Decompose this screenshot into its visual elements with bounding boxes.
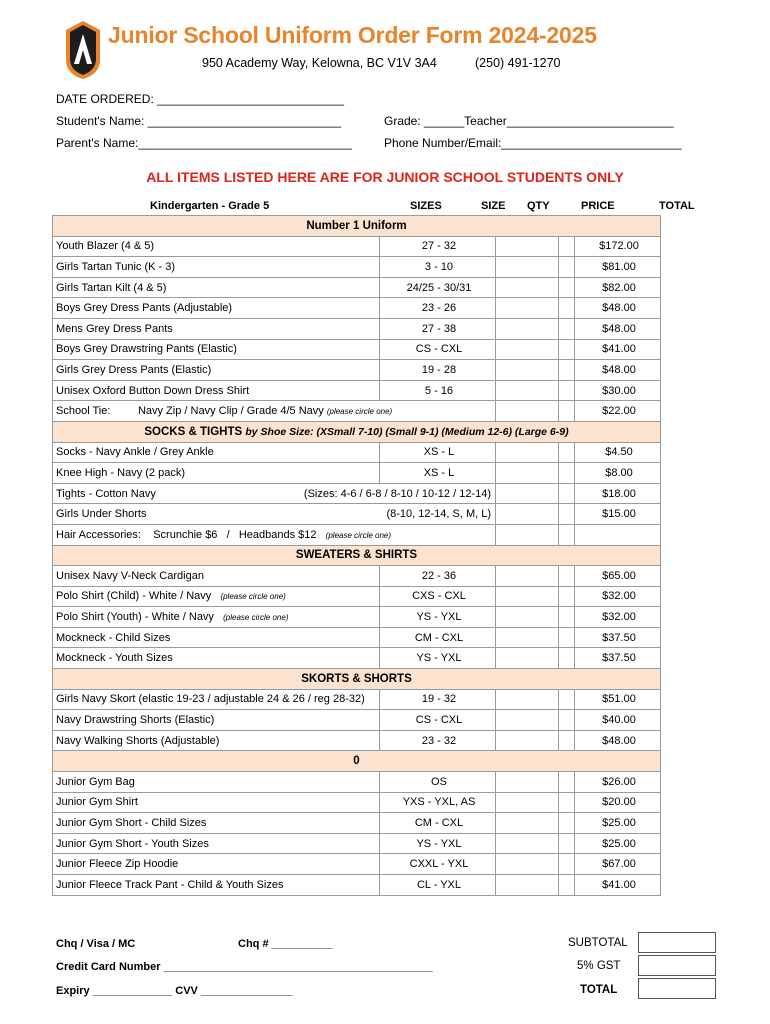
- item-name: [53, 607, 380, 628]
- date-ordered-field[interactable]: DATE ORDERED: ____________________________: [56, 92, 344, 106]
- section-header: [53, 751, 661, 772]
- item-label: Unisex Oxford Button Down Dress Shirt: [56, 384, 250, 397]
- tights-row: [53, 483, 661, 504]
- size-input[interactable]: [496, 710, 559, 731]
- gst-box[interactable]: [638, 955, 716, 976]
- qty-input[interactable]: [559, 875, 575, 896]
- item-label: Junior Gym Bag: [56, 775, 135, 788]
- section-header: [53, 669, 661, 690]
- item-sizes: CXXL - YXL: [380, 854, 496, 875]
- item-name: [53, 833, 380, 854]
- item-label: Girls Navy Skort (elastic 19-23 / adjustable 24 & 26 / reg 28-32): [56, 693, 365, 706]
- item-sizes: 23 - 26: [380, 298, 496, 319]
- item-sizes: 23 - 32: [380, 730, 496, 751]
- hair-cell: [53, 524, 496, 545]
- qty-input[interactable]: [559, 648, 575, 669]
- subtotal-box[interactable]: [638, 932, 716, 953]
- section-detail: by Shoe Size: (XSmall 7-10) (Small 9-1) (Medium 12-6) (Large 6-9): [245, 425, 569, 438]
- size-input[interactable]: [496, 689, 559, 710]
- section-title: Number 1 Uniform: [306, 219, 407, 232]
- item-name: [53, 257, 380, 278]
- qty-input[interactable]: [559, 813, 575, 834]
- item-price: $48.00: [575, 318, 661, 339]
- qty-input[interactable]: [559, 524, 575, 545]
- item-name: [53, 360, 380, 381]
- size-input[interactable]: [496, 380, 559, 401]
- size-input[interactable]: [496, 566, 559, 587]
- item-sizes: XS - L: [380, 442, 496, 463]
- skort-item-row: [53, 730, 661, 751]
- item-label: Boys Grey Drawstring Pants (Elastic): [56, 343, 237, 356]
- item-price: $22.00: [575, 401, 661, 422]
- item-name: [53, 380, 380, 401]
- item-sizes: 19 - 28: [380, 360, 496, 381]
- total-label: TOTAL: [580, 984, 618, 996]
- item-name: [53, 318, 380, 339]
- item-sizes: 27 - 32: [380, 236, 496, 257]
- size-input[interactable]: [496, 236, 559, 257]
- school-phone: (250) 491-1270: [475, 56, 561, 70]
- qty-input[interactable]: [559, 277, 575, 298]
- qty-header: QTY: [527, 200, 550, 212]
- school-logo: [64, 20, 102, 80]
- socks-item-row: [53, 463, 661, 484]
- item-name: [53, 442, 380, 463]
- gym-item-row: [53, 833, 661, 854]
- section-socks-tights: [53, 421, 661, 442]
- item-name: [53, 648, 380, 669]
- item-price: $18.00: [575, 483, 661, 504]
- qty-input[interactable]: [559, 689, 575, 710]
- item-price: $20.00: [575, 792, 661, 813]
- item-sizes: CS - CXL: [380, 710, 496, 731]
- item-note: (please circle one): [223, 613, 289, 623]
- item-name: [53, 586, 380, 607]
- item-name: [53, 730, 380, 751]
- size-input[interactable]: [496, 524, 559, 545]
- item-price: $32.00: [575, 586, 661, 607]
- item-sizes: YS - YXL: [380, 648, 496, 669]
- item-price: $65.00: [575, 566, 661, 587]
- size-input[interactable]: [496, 833, 559, 854]
- total-box[interactable]: [638, 978, 716, 999]
- item-price: $30.00: [575, 380, 661, 401]
- uniform-item-row: [53, 236, 661, 257]
- qty-input[interactable]: [559, 627, 575, 648]
- cheque-number-field[interactable]: Chq # __________: [238, 938, 333, 950]
- skort-item-row: [53, 710, 661, 731]
- qty-input[interactable]: [559, 483, 575, 504]
- item-label: Girls Under Shorts: [56, 508, 147, 521]
- item-price: $25.00: [575, 833, 661, 854]
- item-name: [53, 463, 380, 484]
- qty-input[interactable]: [559, 257, 575, 278]
- qty-input[interactable]: [559, 833, 575, 854]
- section-sweaters-shirts: [53, 545, 661, 566]
- expiry-cvv-field[interactable]: Expiry _____________ CVV _______________: [56, 985, 293, 997]
- size-input[interactable]: [496, 483, 559, 504]
- item-sizes: XS - L: [380, 463, 496, 484]
- size-input[interactable]: [496, 257, 559, 278]
- uniform-item-row: [53, 257, 661, 278]
- item-label: Polo Shirt (Child) - White / Navy: [56, 590, 212, 603]
- item-price: $40.00: [575, 710, 661, 731]
- payment-methods: Chq / Visa / MC: [56, 938, 136, 950]
- gym-item-row: [53, 854, 661, 875]
- size-input[interactable]: [496, 339, 559, 360]
- form-title: Junior School Uniform Order Form 2024-2025: [108, 22, 597, 48]
- phone-email-field[interactable]: Phone Number/Email:___________________________: [384, 136, 682, 150]
- tie-label: School Tie:: [56, 405, 111, 418]
- tie-cell: [53, 401, 496, 422]
- item-price: $48.00: [575, 730, 661, 751]
- item-sizes: 19 - 32: [380, 689, 496, 710]
- tie-options[interactable]: Navy Zip / Navy Clip / Grade 4/5 Navy: [137, 405, 324, 418]
- item-price: $48.00: [575, 360, 661, 381]
- item-price: $37.50: [575, 648, 661, 669]
- under-shorts-row: [53, 504, 661, 525]
- total-header: TOTAL: [659, 200, 695, 212]
- size-input[interactable]: [496, 360, 559, 381]
- grade-teacher-field[interactable]: Grade: ______Teacher_________________________: [384, 114, 674, 128]
- uniform-item-row: [53, 277, 661, 298]
- qty-input[interactable]: [559, 442, 575, 463]
- size-header: SIZE: [481, 200, 506, 212]
- item-cell: [53, 483, 496, 504]
- item-label: Junior Gym Shirt: [56, 796, 138, 809]
- item-label: Navy Walking Shorts (Adjustable): [56, 734, 220, 747]
- size-input[interactable]: [496, 875, 559, 896]
- qty-input[interactable]: [559, 566, 575, 587]
- qty-input[interactable]: [559, 360, 575, 381]
- school-address: 950 Academy Way, Kelowna, BC V1V 3A4: [202, 56, 437, 70]
- qty-input[interactable]: [559, 318, 575, 339]
- qty-input[interactable]: [559, 854, 575, 875]
- section-title: SKORTS & SHORTS: [301, 672, 412, 685]
- hair-options[interactable]: Scrunchie $6 / Headbands $12: [153, 528, 317, 541]
- size-input[interactable]: [496, 586, 559, 607]
- section-title: SOCKS & TIGHTS: [144, 425, 243, 438]
- section-title: 0: [353, 755, 360, 768]
- item-price: $37.50: [575, 627, 661, 648]
- qty-input[interactable]: [559, 236, 575, 257]
- sweater-item-row: [53, 627, 661, 648]
- item-sizes: CXS - CXL: [380, 586, 496, 607]
- item-name: [53, 277, 380, 298]
- section-header: [53, 216, 661, 237]
- student-name-field[interactable]: Student's Name: _____________________________: [56, 114, 342, 128]
- item-price: $25.00: [575, 813, 661, 834]
- item-label: Unisex Navy V-Neck Cardigan: [56, 569, 204, 582]
- gym-item-row: [53, 875, 661, 896]
- order-items-body: [53, 216, 661, 896]
- item-label: Navy Drawstring Shorts (Elastic): [56, 714, 215, 727]
- item-price: $15.00: [575, 504, 661, 525]
- size-input[interactable]: [496, 813, 559, 834]
- item-price: $41.00: [575, 339, 661, 360]
- item-name: [53, 236, 380, 257]
- sweater-item-row: [53, 586, 661, 607]
- item-sizes: (Sizes: 4-6 / 6-8 / 8-10 / 10-12 / 12-14): [303, 487, 491, 500]
- item-price: $4.50: [575, 442, 661, 463]
- size-input[interactable]: [496, 318, 559, 339]
- item-name: [53, 566, 380, 587]
- item-label: Girls Tartan Tunic (K - 3): [56, 260, 175, 273]
- item-label: Polo Shirt (Youth) - White / Navy: [56, 611, 214, 624]
- item-sizes: CS - CXL: [380, 339, 496, 360]
- gym-item-row: [53, 792, 661, 813]
- item-name: [53, 298, 380, 319]
- item-sizes: 27 - 38: [380, 318, 496, 339]
- hair-label: Hair Accessories:: [56, 528, 141, 541]
- item-label: Tights - Cotton Navy: [56, 487, 156, 500]
- size-input[interactable]: [496, 772, 559, 793]
- qty-input[interactable]: [559, 339, 575, 360]
- hair-note: (please circle one): [325, 530, 392, 540]
- item-label: Junior Gym Short - Youth Sizes: [56, 837, 209, 850]
- junior-only-banner: ALL ITEMS LISTED HERE ARE FOR JUNIOR SCHOOL STUDENTS ONLY: [146, 169, 624, 185]
- item-sizes: 24/25 - 30/31: [380, 277, 496, 298]
- item-label: Junior Fleece Zip Hoodie: [56, 858, 179, 871]
- item-price: $41.00: [575, 875, 661, 896]
- subtotal-label: SUBTOTAL: [568, 937, 628, 949]
- item-price: $48.00: [575, 298, 661, 319]
- gym-item-row: [53, 772, 661, 793]
- parent-name-field[interactable]: Parent's Name:________________________________: [56, 136, 352, 150]
- size-input[interactable]: [496, 442, 559, 463]
- qty-input[interactable]: [559, 586, 575, 607]
- item-sizes: YXS - YXL, AS: [380, 792, 496, 813]
- item-price: $32.00: [575, 607, 661, 628]
- size-input[interactable]: [496, 730, 559, 751]
- size-input[interactable]: [496, 627, 559, 648]
- grade-range-header: Kindergarten - Grade 5: [150, 200, 270, 212]
- qty-input[interactable]: [559, 792, 575, 813]
- item-name: [53, 854, 380, 875]
- qty-input[interactable]: [559, 607, 575, 628]
- price-header: PRICE: [581, 200, 615, 212]
- section-number-1-uniform: [53, 216, 661, 237]
- uniform-item-row: [53, 339, 661, 360]
- size-input[interactable]: [496, 648, 559, 669]
- item-price: $67.00: [575, 854, 661, 875]
- item-price: $82.00: [575, 277, 661, 298]
- size-input[interactable]: [496, 463, 559, 484]
- item-name: [53, 627, 380, 648]
- uniform-item-row: [53, 360, 661, 381]
- qty-input[interactable]: [559, 463, 575, 484]
- item-name: [53, 339, 380, 360]
- hair-accessories-row: [53, 524, 661, 545]
- item-sizes: OS: [380, 772, 496, 793]
- size-input[interactable]: [496, 277, 559, 298]
- item-price: $51.00: [575, 689, 661, 710]
- item-sizes: YS - YXL: [380, 833, 496, 854]
- qty-input[interactable]: [559, 504, 575, 525]
- item-price: $172.00: [575, 236, 661, 257]
- credit-card-field[interactable]: Credit Card Number ____________________________________________: [56, 961, 433, 973]
- section-gym: [53, 751, 661, 772]
- uniform-item-row: [53, 380, 661, 401]
- item-sizes: 5 - 16: [380, 380, 496, 401]
- item-price: $8.00: [575, 463, 661, 484]
- item-sizes: 22 - 36: [380, 566, 496, 587]
- item-label: Knee High - Navy (2 pack): [56, 466, 185, 479]
- qty-input[interactable]: [559, 772, 575, 793]
- socks-item-row: [53, 442, 661, 463]
- item-cell: [53, 504, 496, 525]
- uniform-item-row: [53, 298, 661, 319]
- item-note: (please circle one): [220, 592, 286, 602]
- skort-item-row: [53, 689, 661, 710]
- qty-input[interactable]: [559, 710, 575, 731]
- item-name: [53, 813, 380, 834]
- gym-item-row: [53, 813, 661, 834]
- item-label: Junior Gym Short - Child Sizes: [56, 817, 207, 830]
- item-name: [53, 875, 380, 896]
- section-header: [53, 421, 661, 442]
- item-sizes: YS - YXL: [380, 607, 496, 628]
- size-input[interactable]: [496, 792, 559, 813]
- tie-note: (please circle one): [326, 407, 393, 417]
- section-header: [53, 545, 661, 566]
- item-label: Girls Grey Dress Pants (Elastic): [56, 363, 212, 376]
- size-input[interactable]: [496, 854, 559, 875]
- sweater-item-row: [53, 566, 661, 587]
- uniform-item-row: [53, 318, 661, 339]
- item-label: Boys Grey Dress Pants (Adjustable): [56, 302, 233, 315]
- section-title: SWEATERS & SHIRTS: [295, 549, 418, 562]
- item-sizes: CM - CXL: [380, 627, 496, 648]
- item-label: Socks - Navy Ankle / Grey Ankle: [56, 446, 214, 459]
- section-skorts-shorts: [53, 669, 661, 690]
- item-name: [53, 689, 380, 710]
- qty-input[interactable]: [559, 730, 575, 751]
- item-price-empty: [575, 524, 661, 545]
- gst-label: 5% GST: [577, 960, 621, 972]
- item-label: Mockneck - Youth Sizes: [56, 652, 173, 665]
- sweater-item-row: [53, 648, 661, 669]
- size-input[interactable]: [496, 607, 559, 628]
- item-label: Girls Tartan Kilt (4 & 5): [56, 281, 167, 294]
- item-name: [53, 710, 380, 731]
- item-label: Mockneck - Child Sizes: [56, 631, 171, 644]
- item-sizes: (8-10, 12-14, S, M, L): [386, 508, 491, 521]
- item-name: [53, 792, 380, 813]
- qty-input[interactable]: [559, 401, 575, 422]
- qty-input[interactable]: [559, 298, 575, 319]
- item-label: Junior Fleece Track Pant - Child & Youth Sizes: [56, 878, 284, 891]
- sweater-item-row: [53, 607, 661, 628]
- sizes-header: SIZES: [410, 200, 442, 212]
- item-price: $81.00: [575, 257, 661, 278]
- size-input[interactable]: [496, 401, 559, 422]
- order-items-table: [52, 215, 661, 896]
- item-label: Mens Grey Dress Pants: [56, 322, 173, 335]
- item-sizes: 3 - 10: [380, 257, 496, 278]
- school-tie-row: [53, 401, 661, 422]
- qty-input[interactable]: [559, 380, 575, 401]
- item-name: [53, 772, 380, 793]
- item-sizes: CL - YXL: [380, 875, 496, 896]
- size-input[interactable]: [496, 504, 559, 525]
- item-label: Youth Blazer (4 & 5): [56, 240, 155, 253]
- item-price: $26.00: [575, 772, 661, 793]
- item-sizes: CM - CXL: [380, 813, 496, 834]
- size-input[interactable]: [496, 298, 559, 319]
